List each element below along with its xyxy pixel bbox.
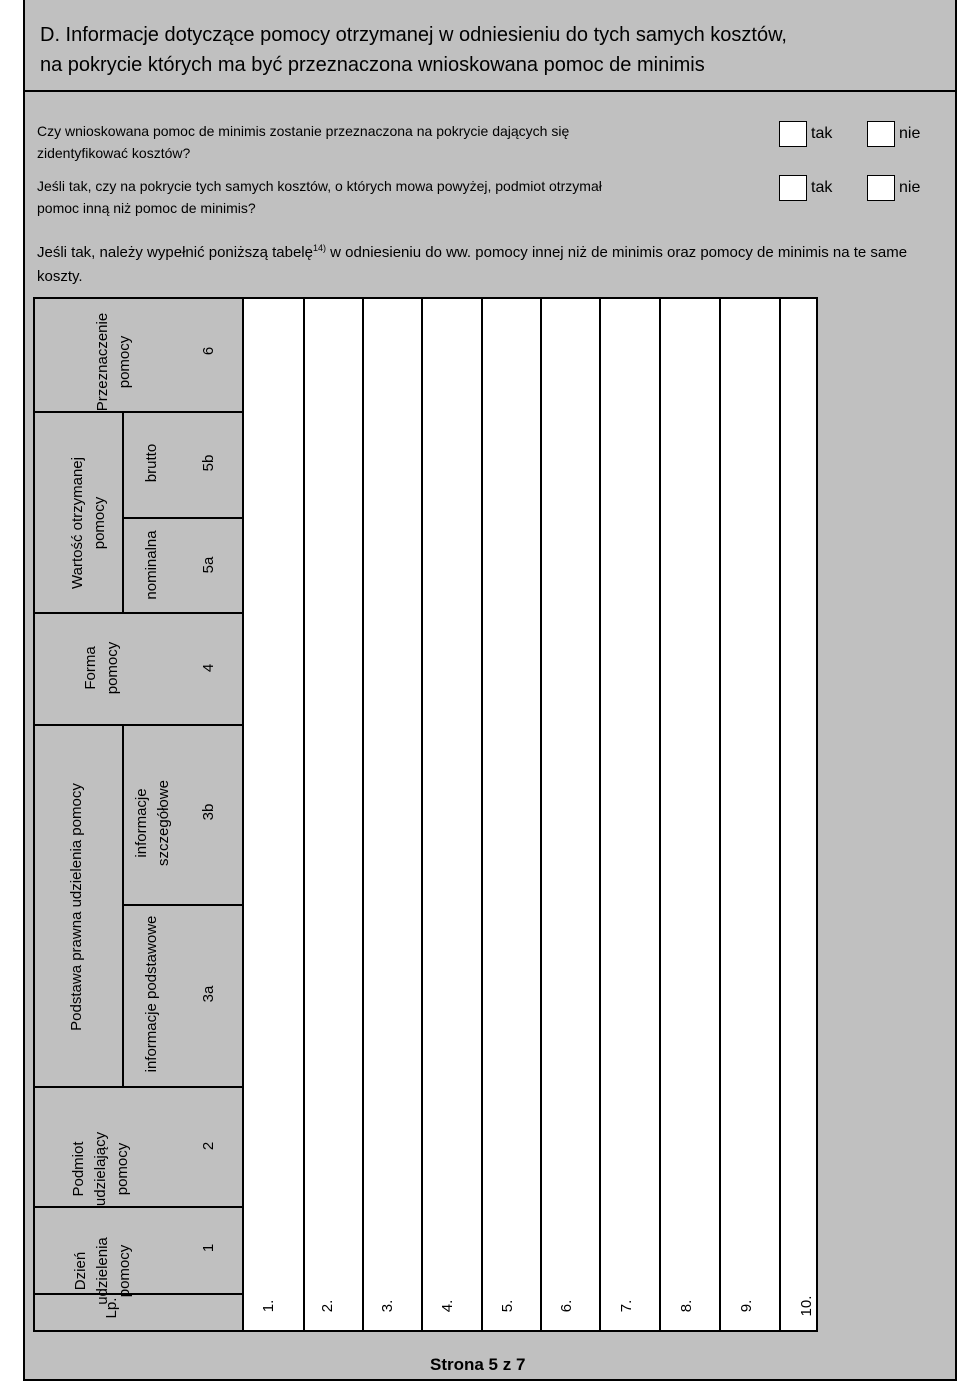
note-text-b: w odniesieniu do ww. pomocy innej niż de minimis oraz pomocy de minimis na te same koszty.	[37, 244, 908, 285]
row-number: 2.	[319, 1299, 336, 1313]
page-number: Strona 5 z 7	[430, 1355, 526, 1374]
table-instruction	[37, 236, 937, 289]
q1-yes-checkbox[interactable]	[779, 121, 807, 147]
col-number-5b-text: 5b	[200, 454, 217, 472]
header-podstawowe	[141, 894, 165, 1094]
question-1-line-1: Czy wnioskowana pomoc de minimis zostanie przeznaczona na pokrycie dających się	[37, 123, 570, 139]
row-number: 8.	[678, 1299, 695, 1313]
row-number: 6.	[558, 1299, 575, 1313]
row-number: 9.	[738, 1299, 755, 1313]
question-2-line-1: Jeśli tak, czy na pokrycie tych samych kosztów, o których mowa powyżej, podmiot otrzymał	[37, 178, 602, 194]
header-forma	[80, 568, 126, 768]
header-lp-text: Lp.	[103, 1297, 120, 1319]
header-lp	[101, 1258, 125, 1358]
col-number-5a-text: 5a	[200, 556, 217, 574]
header-podstawa-text: Podstawa prawna udzielenia pomocy	[68, 783, 85, 1031]
row-number: 5.	[499, 1299, 516, 1313]
header-podstawa	[66, 747, 90, 1067]
col-number-2-text: 2	[200, 1141, 217, 1151]
question-1-line-2: zidentyfikować kosztów?	[37, 145, 191, 161]
row-number: 7.	[618, 1299, 635, 1313]
col-number-3b	[198, 712, 222, 912]
q2-no-checkbox[interactable]	[867, 175, 895, 201]
q2-yes-checkbox[interactable]	[779, 175, 807, 201]
question-2-line-2: pomoc inną niż pomoc de minimis?	[37, 200, 256, 216]
q2-no-label: nie	[899, 179, 921, 196]
title-line-2: na pokrycie których ma być przeznaczona wnioskowana pomoc de minimis	[40, 54, 705, 76]
col-number-4-text: 4	[200, 663, 217, 673]
q1-no-checkbox[interactable]	[867, 121, 895, 147]
question-2	[37, 175, 737, 219]
header-podmiot-text: Podmiot udzielający pomocy	[70, 1131, 131, 1207]
title-line-1: D. Informacje dotyczące pomocy otrzymanej w odniesieniu do tych samych kosztów,	[40, 24, 787, 46]
header-nominalna	[141, 465, 165, 665]
data-area	[242, 299, 816, 1330]
question-1	[37, 120, 737, 164]
q2-yes-label: tak	[811, 179, 833, 196]
note-text-a: Jeśli tak, należy wypełnić poniższą tabelę	[37, 244, 313, 261]
header-szczegolowe	[131, 723, 177, 923]
col-number-6-text: 6	[200, 346, 217, 356]
section-title	[40, 20, 787, 80]
header-szczegolowe-text: informacje szczegółowe	[133, 780, 172, 866]
row-number: 1.	[260, 1299, 277, 1313]
header-brutto-text: brutto	[143, 443, 160, 483]
header-nominalna-text: nominalna	[143, 530, 160, 600]
q1-yes-label: tak	[811, 125, 833, 142]
footnote-ref: 14)	[312, 243, 326, 253]
row-number: 3.	[379, 1299, 396, 1313]
row-number: 10.	[798, 1295, 815, 1317]
col-number-3a-text: 3a	[200, 985, 217, 1003]
header-dzien-text: Dzień udzielenia pomocy	[72, 1237, 133, 1305]
header-wartosc-text: Wartość otrzymanej pomocy	[69, 457, 108, 589]
header-podstawowe-text: informacje podstawowe	[143, 915, 160, 1073]
col-number-1-text: 1	[200, 1243, 217, 1253]
col-number-1	[198, 1148, 222, 1348]
header-przeznaczenie-text: Przeznaczenie pomocy	[94, 312, 133, 412]
q1-no-label: nie	[899, 125, 921, 142]
header-forma-text: Forma pomocy	[82, 641, 121, 695]
col-number-3b-text: 3b	[200, 803, 217, 821]
row-number: 4.	[439, 1299, 456, 1313]
